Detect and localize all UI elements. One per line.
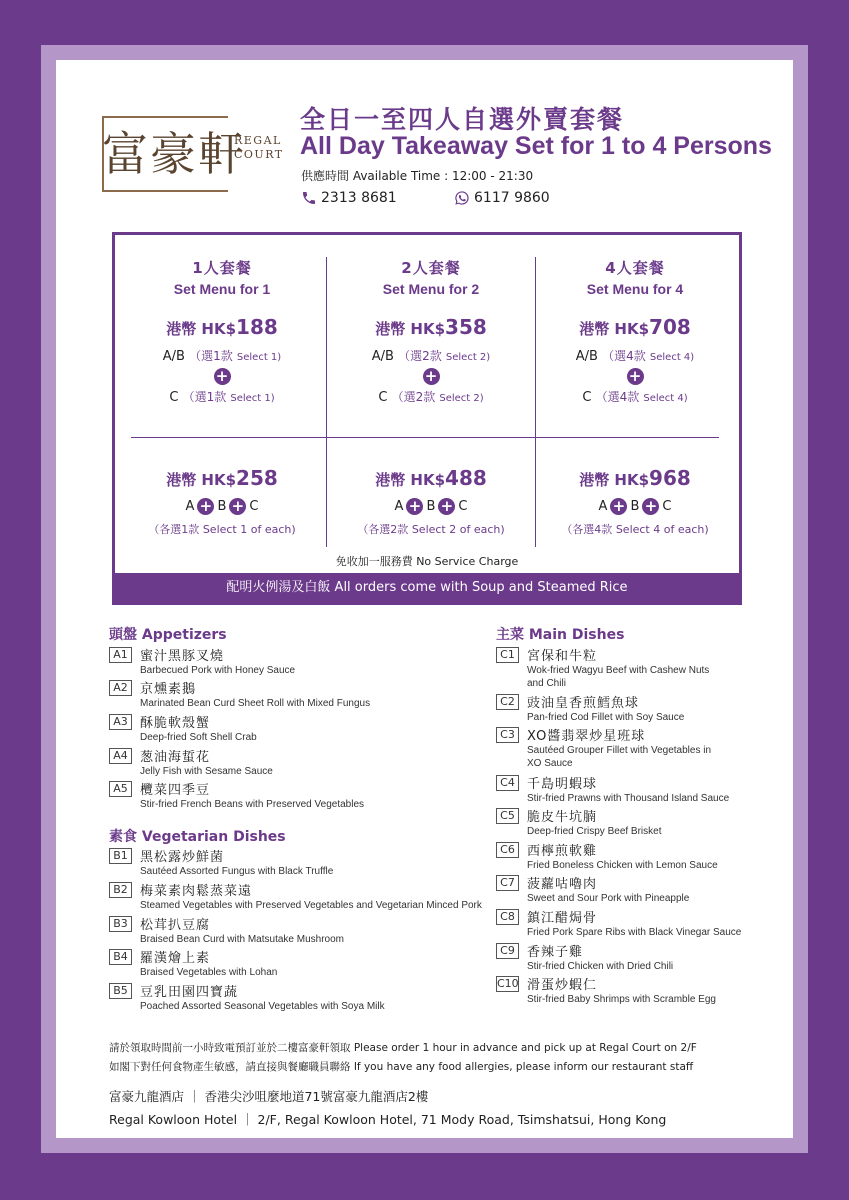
item-name-cn: 酥脆軟殼蟹 [140, 716, 211, 731]
plus-icon: + [423, 368, 440, 385]
set-1-header [122, 257, 322, 297]
divider-1 [326, 257, 327, 547]
set-1-title-cn: 1人套餐 [192, 259, 252, 277]
item-name-en: Fried Boneless Chicken with Lemon Sauce [527, 860, 718, 871]
logo-chinese: 富豪軒 [102, 127, 246, 181]
set-4-abc-combo: A + B + C [598, 497, 672, 515]
item-name-en: Deep-fried Crispy Beef Brisket [527, 826, 662, 837]
item-name-cn: 香辣子雞 [527, 945, 584, 960]
item-name-en: Stir-fried Chicken with Dried Chili [527, 961, 674, 972]
whatsapp-number[interactable] [454, 190, 550, 206]
item-name-cn: 黑松露炒鮮菌 [140, 850, 225, 865]
item-name-cn: 京燻素鵝 [140, 682, 197, 697]
item-name-cn: 鎮江醋焗骨 [527, 911, 598, 926]
item-code: C8 [496, 909, 519, 925]
set-2-option-abc [331, 466, 531, 537]
item-name-en: Stir-fried Baby Shrimps with Scramble Egg [527, 994, 716, 1005]
set-1-price-ab: 港幣 HK$188 [166, 315, 278, 339]
set-4-each: （各選4款 Select 4 of each) [561, 523, 709, 536]
item-name-cn: 欖菜四季豆 [140, 783, 211, 798]
plus-icon: + [197, 498, 214, 515]
item-name-cn: 豆乳田園四寶蔬 [140, 985, 239, 1000]
item-name-en: Stir-fried French Beans with Preserved Vegetables [140, 799, 364, 810]
set-1-ab-select: A/B （選1款 Select 1) [162, 349, 282, 364]
item-name-cn: 豉油皇香煎鱈魚球 [527, 696, 640, 711]
item-name-en: Braised Bean Curd with Matsutake Mushroom [140, 934, 344, 945]
available-time: 供應時間 Available Time : 12:00 - 21:30 [301, 169, 534, 183]
item-name-cn: 梅菜素肉鬆蒸菜遠 [140, 884, 253, 899]
address-english: Regal Kowloon Hotel ｜ 2/F, Regal Kowloon Hotel, 71 Mody Road, Tsimshatsui, Hong Kong [109, 1112, 667, 1127]
set-4-header [535, 257, 735, 297]
item-code: C6 [496, 842, 519, 858]
logo-english [234, 134, 284, 162]
set-2-ab-select: A/B （選2款 Select 2) [371, 349, 491, 364]
item-code: B1 [109, 848, 132, 864]
item-name-cn: 滑蛋炒蝦仁 [527, 978, 598, 993]
set-4-title-cn: 4人套餐 [605, 259, 665, 277]
item-code: C7 [496, 875, 519, 891]
item-code: A3 [109, 714, 132, 730]
item-code: C1 [496, 647, 519, 663]
no-service-charge: 免收加一服務費 No Service Charge [335, 555, 519, 568]
title-english: All Day Takeaway Set for 1 to 4 Persons [300, 132, 772, 160]
vegetarian-title: 素食 Vegetarian Dishes [109, 829, 286, 845]
appetizers-title: 頭盤 Appetizers [109, 627, 227, 643]
item-name-cn: 千島明蝦球 [527, 777, 598, 792]
item-name-cn: 西檸煎軟雞 [527, 844, 598, 859]
item-name-en: Sautéed Assorted Fungus with Black Truffle [140, 866, 334, 877]
set-1-option-ab [122, 315, 322, 405]
set-1-option-abc [122, 466, 322, 537]
item-name-cn: 蜜汁黑豚叉燒 [140, 649, 225, 664]
item-name-cn: 菠蘿咕嚕肉 [527, 877, 598, 892]
item-name-en: Pan-fried Cod Fillet with Soy Sauce [527, 712, 685, 723]
item-name-en: Wok-fried Wagyu Beef with Cashew Nuts and Chili [527, 665, 710, 689]
item-code: A2 [109, 680, 132, 696]
item-code: C10 [497, 977, 519, 990]
item-name-cn: 葱油海蜇花 [140, 750, 211, 765]
item-name-en: Jelly Fish with Sesame Sauce [140, 766, 273, 777]
item-name-en: Deep-fried Soft Shell Crab [140, 732, 257, 743]
item-name-cn: 脆皮牛坑腩 [527, 810, 598, 825]
phone-icon [301, 190, 317, 206]
logo-regal: REGAL [234, 134, 282, 147]
set-2-title-cn: 2人套餐 [401, 259, 461, 277]
item-name-en: Barbecued Pork with Honey Sauce [140, 665, 296, 676]
item-name-cn: 羅漢燴上素 [140, 951, 211, 966]
plus-icon: + [627, 368, 644, 385]
item-code: B2 [109, 882, 132, 898]
set-4-price-abc: 港幣 HK$968 [579, 466, 691, 490]
item-name-en: Poached Assorted Seasonal Vegetables with Soya Milk [140, 1001, 385, 1012]
item-code: A1 [109, 647, 132, 663]
set-1-each: （各選1款 Select 1 of each) [148, 523, 296, 536]
allergy-note: 如閣下對任何食物產生敏感，請直接與餐廳職員聯絡 If you have any food allergies, please inform our restaurant staff [109, 1061, 694, 1073]
whatsapp-text: 6117 9860 [474, 190, 550, 206]
set-1-price-abc: 港幣 HK$258 [166, 466, 278, 490]
plus-icon: + [229, 498, 246, 515]
set-2-each: （各選2款 Select 2 of each) [357, 523, 505, 536]
set-4-option-ab [535, 315, 735, 405]
item-name-en: Fried Pork Spare Ribs with Black Vinegar Sauce [527, 927, 742, 938]
set-2-price-ab: 港幣 HK$358 [375, 315, 487, 339]
set-2-title-en: Set Menu for 2 [382, 281, 480, 297]
set-4-price-ab: 港幣 HK$708 [579, 315, 691, 339]
item-code: C5 [496, 808, 519, 824]
set-2-option-ab [331, 315, 531, 405]
address-chinese: 富豪九龍酒店 ｜ 香港尖沙咀麼地道71號富豪九龍酒店2樓 [109, 1089, 429, 1104]
set-2-abc-combo: A + B + C [394, 497, 468, 515]
item-name-en: Braised Vegetables with Lohan [140, 967, 278, 978]
logo-court: COURT [234, 148, 284, 161]
plus-icon: + [438, 498, 455, 515]
item-code: B3 [109, 916, 132, 932]
phone-number[interactable] [301, 190, 397, 206]
item-name-cn: XO醬翡翠炒星班球 [527, 729, 646, 744]
set-4-ab-select: A/B （選4款 Select 4) [575, 349, 695, 364]
regal-court-logo [102, 116, 284, 196]
set-4-title-en: Set Menu for 4 [586, 281, 684, 297]
set-2-price-abc: 港幣 HK$488 [375, 466, 487, 490]
set-menu-box [112, 232, 742, 605]
item-code: A4 [109, 748, 132, 764]
set-2-header [331, 257, 531, 297]
item-name-cn: 宮保和牛粒 [527, 649, 598, 664]
set-1-abc-combo: A + B + C [185, 497, 259, 515]
item-name-en: Sweet and Sour Pork with Pineapple [527, 893, 690, 904]
item-name-en: Marinated Bean Curd Sheet Roll with Mixed Fungus [140, 698, 371, 709]
item-code: B5 [109, 983, 132, 999]
item-code: C4 [496, 775, 519, 791]
set-1-title-en: Set Menu for 1 [173, 281, 271, 297]
main-dishes-title: 主菜 Main Dishes [496, 627, 625, 643]
plus-icon: + [610, 498, 627, 515]
soup-rice-banner: 配明火例湯及白飯 All orders come with Soup and Steamed Rice [115, 573, 739, 602]
item-code: C9 [496, 943, 519, 959]
phone-text: 2313 8681 [321, 190, 397, 206]
order-note: 請於領取時間前一小時致電預訂並於二樓富豪軒領取 Please order 1 hour in advance and pick up at Regal Court on 2/F [109, 1042, 697, 1054]
item-code: A5 [109, 781, 132, 797]
set-4-c-select: C （選4款 Select 4) [582, 390, 688, 405]
plus-icon: + [406, 498, 423, 515]
plus-icon: + [642, 498, 659, 515]
item-code: B4 [109, 949, 132, 965]
title-chinese: 全日一至四人自選外賣套餐 [300, 105, 625, 134]
item-name-en: Steamed Vegetables with Preserved Vegetables and Vegetarian Minced Pork [140, 900, 482, 911]
item-name-en: Sautéed Grouper Fillet with Vegetables in XO Sauce [527, 745, 711, 769]
menu-page [56, 60, 793, 1138]
set-4-option-abc [535, 466, 735, 537]
plus-icon: + [214, 368, 231, 385]
whatsapp-icon [454, 190, 470, 206]
set-1-c-select: C （選1款 Select 1) [169, 390, 275, 405]
item-name-cn: 松茸扒豆腐 [140, 918, 211, 933]
item-code: C3 [496, 727, 519, 743]
set-2-c-select: C （選2款 Select 2) [378, 390, 484, 405]
item-code: C2 [496, 694, 519, 710]
divider-horizontal [131, 437, 719, 438]
item-name-en: Stir-fried Prawns with Thousand Island Sauce [527, 793, 730, 804]
